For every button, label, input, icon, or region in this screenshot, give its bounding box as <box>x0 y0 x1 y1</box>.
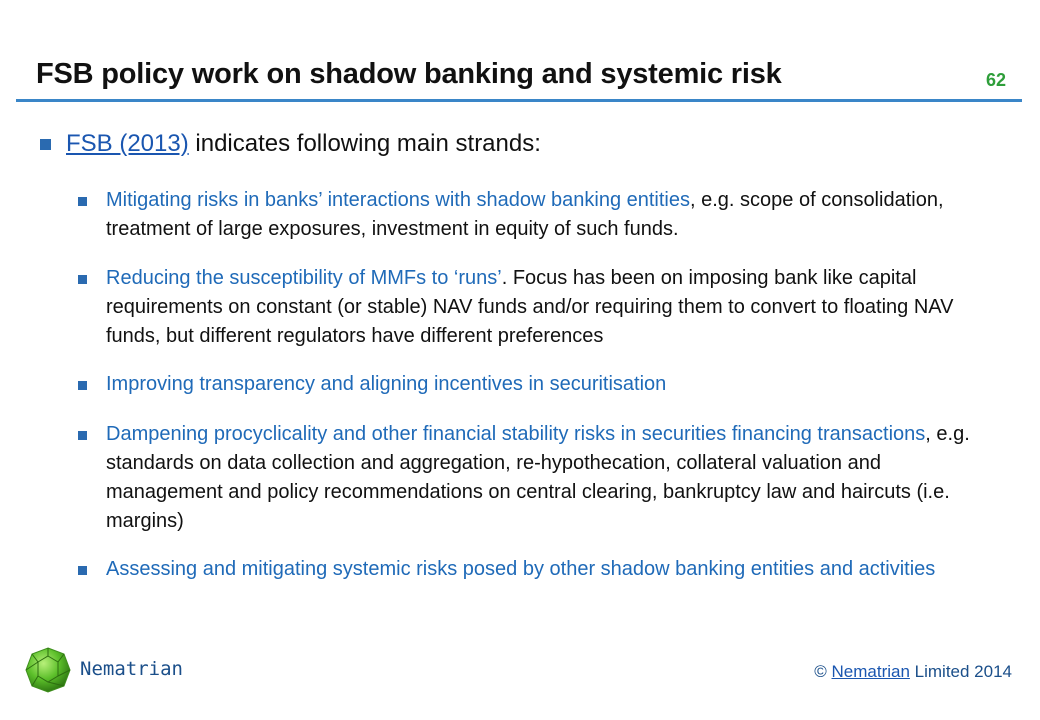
square-bullet-icon <box>78 431 87 440</box>
square-bullet-icon <box>40 139 51 150</box>
strand-item-5 <box>78 555 988 584</box>
square-bullet-icon <box>78 381 87 390</box>
copyright-symbol: © <box>814 662 827 681</box>
main-bullet-text: indicates following main strands: <box>188 130 541 157</box>
strand-highlight: Mitigating risks in banks’ interactions with shadow banking entities <box>106 189 690 211</box>
strand-item-4 <box>78 420 988 536</box>
square-bullet-icon <box>78 197 87 206</box>
strand-item-3 <box>78 370 988 399</box>
page-number: 62 <box>985 70 1006 90</box>
strand-highlight: Dampening procyclicality and other financial stability risks in securities financing transactions <box>106 423 926 445</box>
strand-text: . Focus has been on imposing bank like capital requirements on constant (or stable) NAV funds and/or requiring them to convert to floating NAV funds, but different regulators have different preferences <box>106 267 954 347</box>
square-bullet-icon <box>78 275 87 284</box>
strand-item-1 <box>78 186 988 244</box>
copyright <box>814 662 1012 682</box>
strand-highlight: Improving transparency and aligning incentives in securitisation <box>106 373 667 395</box>
title-divider <box>16 99 1022 102</box>
strand-text: , e.g. standards on data collection and aggregation, re-hypothecation, collateral valuation and management and policy recommendations on central clearing, bankruptcy law and haircuts (i.e. margins) <box>106 423 970 532</box>
strand-highlight: Assessing and mitigating systemic risks posed by other shadow banking entities and activities <box>106 558 936 580</box>
strand-highlight: Reducing the susceptibility of MMFs to ‘runs’ <box>106 267 502 289</box>
brand-name: Nematrian <box>80 658 183 680</box>
fsb-2013-link[interactable]: FSB (2013) <box>66 130 189 157</box>
strand-item-2 <box>78 264 988 351</box>
strand-text: , e.g. scope of consolidation, treatment of large exposures, investment in equity of such funds. <box>106 189 944 240</box>
copyright-text: Limited 2014 <box>914 662 1012 681</box>
slide-title: FSB policy work on shadow banking and systemic risk <box>36 58 782 90</box>
nematrian-link[interactable]: Nematrian <box>831 662 910 681</box>
square-bullet-icon <box>78 566 87 575</box>
nematrian-logo-icon <box>24 646 72 694</box>
